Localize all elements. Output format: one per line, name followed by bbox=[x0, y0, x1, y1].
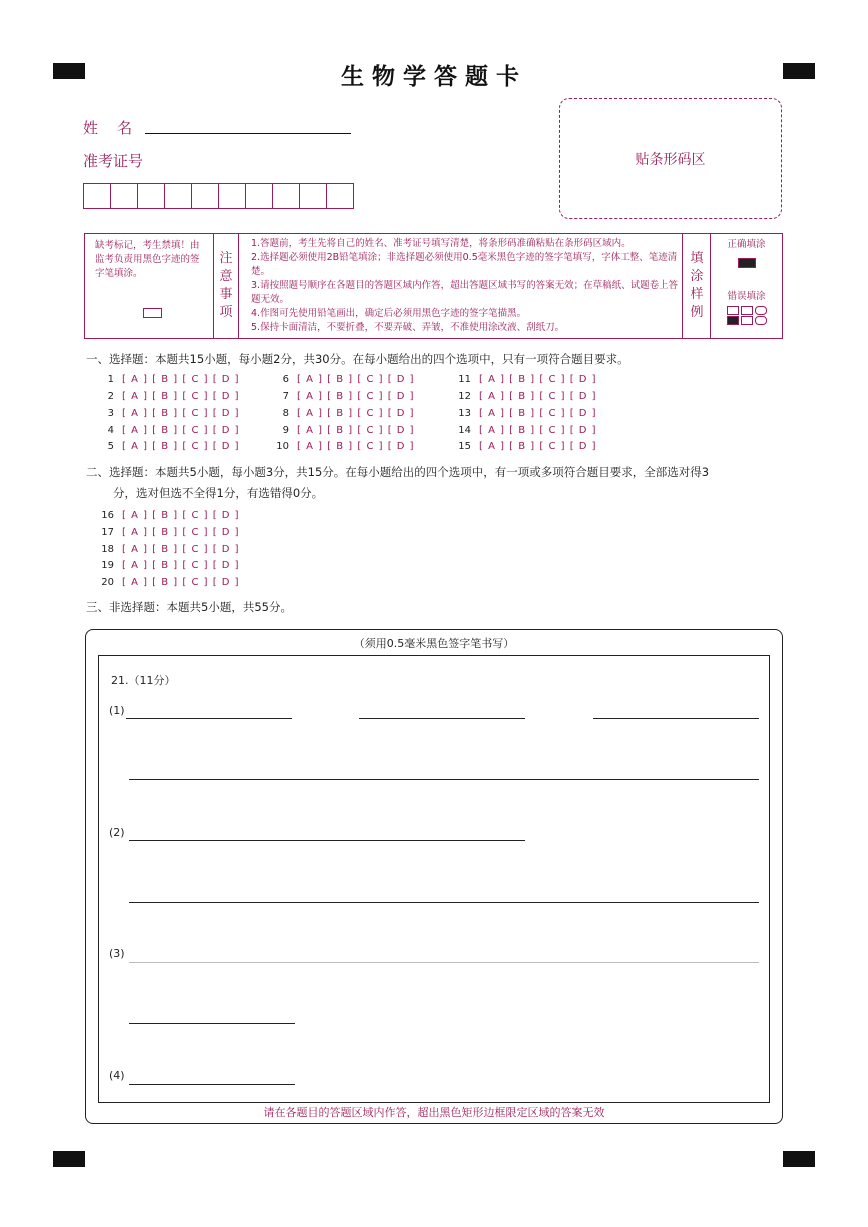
choice-options[interactable]: [ A ] [ B ] [ C ] [ D ] bbox=[479, 441, 597, 452]
exam-id-digit[interactable] bbox=[300, 184, 327, 208]
choice-question[interactable]: 4 [ A ] [ B ] [ C ] [ D ] bbox=[107, 425, 240, 436]
exam-id-digit[interactable] bbox=[273, 184, 300, 208]
choice-question[interactable]: 5 [ A ] [ B ] [ C ] [ D ] bbox=[107, 441, 240, 452]
choice-options[interactable]: [ A ] [ B ] [ C ] [ D ] bbox=[122, 441, 240, 452]
position-marker-bottom-left bbox=[53, 1151, 85, 1167]
choice-options[interactable]: [ A ] [ B ] [ C ] [ D ] bbox=[297, 441, 415, 452]
choice-question[interactable]: 1 [ A ] [ B ] [ C ] [ D ] bbox=[107, 374, 240, 385]
wrong-fill-label: 错误填涂 bbox=[727, 291, 766, 302]
choice-options[interactable]: [ A ] [ B ] [ C ] [ D ] bbox=[122, 374, 240, 385]
notice-heading-char: 意 bbox=[219, 269, 233, 284]
absent-mark-text: 缺考标记，考生禁填！由监考负责用黑色字迹的签字笔填涂。 bbox=[95, 240, 200, 279]
notice-item: 3.请按照题号顺序在各题目的答题区域内作答，超出答题区域书写的答案无效；在草稿纸、试题卷上答题无效。 bbox=[251, 280, 679, 305]
section2-heading-line2: 分，选对但选不全得1分，有选错得0分。 bbox=[113, 486, 324, 500]
answer-line[interactable] bbox=[593, 718, 759, 719]
answer-line[interactable] bbox=[359, 718, 525, 719]
choice-question[interactable]: 9 [ A ] [ B ] [ C ] [ D ] bbox=[282, 425, 415, 436]
wrong-sample-tick bbox=[727, 306, 739, 315]
choice-options[interactable]: [ A ] [ B ] [ C ] [ D ] bbox=[122, 510, 240, 521]
section2-heading-line1: 二、选择题：本题共5小题，每小题3分，共15分。在每小题给出的四个选项中，有一项或多项符合题目要求，全部选对得3 bbox=[86, 465, 710, 479]
choice-options[interactable]: [ A ] [ B ] [ C ] [ D ] bbox=[297, 391, 415, 402]
notice-item: 4.作图可先使用铅笔画出，确定后必须用黑色字迹的签字笔描黑。 bbox=[251, 308, 527, 319]
choice-question[interactable]: 20 [ A ] [ B ] [ C ] [ D ] bbox=[101, 577, 240, 588]
choice-question[interactable]: 16 [ A ] [ B ] [ C ] [ D ] bbox=[101, 510, 240, 521]
fill-heading-char: 填 bbox=[690, 251, 704, 266]
answer-line[interactable] bbox=[129, 840, 525, 841]
choice-options[interactable]: [ A ] [ B ] [ C ] [ D ] bbox=[122, 425, 240, 436]
choice-options[interactable]: [ A ] [ B ] [ C ] [ D ] bbox=[479, 425, 597, 436]
choice-options[interactable]: [ A ] [ B ] [ C ] [ D ] bbox=[297, 425, 415, 436]
answer-line[interactable] bbox=[126, 718, 292, 719]
barcode-area bbox=[559, 98, 782, 219]
barcode-label: 贴条形码区 bbox=[635, 151, 706, 168]
exam-id-digit[interactable] bbox=[138, 184, 165, 208]
choice-question[interactable]: 10 [ A ] [ B ] [ C ] [ D ] bbox=[276, 441, 415, 452]
exam-id-digit[interactable] bbox=[84, 184, 111, 208]
choice-options[interactable]: [ A ] [ B ] [ C ] [ D ] bbox=[122, 408, 240, 419]
notice-item: 5.保持卡面清洁，不要折叠，不要弄破、弄皱，不准使用涂改液、刮纸刀。 bbox=[251, 322, 565, 333]
wrong-sample-oval bbox=[755, 316, 767, 325]
wrong-fill-samples-2 bbox=[711, 315, 782, 325]
notice-item: 2.选择题必须使用2B铅笔填涂；非选择题必须使用0.5毫米黑色字迹的签字笔填写，字体工整、笔迹清楚。 bbox=[251, 252, 678, 277]
notice-heading bbox=[214, 234, 239, 338]
choice-options[interactable]: [ A ] [ B ] [ C ] [ D ] bbox=[479, 408, 597, 419]
sub-question-2-label: (2) bbox=[109, 826, 125, 839]
answer-area-outer bbox=[85, 629, 783, 1124]
answer-area-q21[interactable] bbox=[98, 655, 770, 1103]
choice-question[interactable]: 12 [ A ] [ B ] [ C ] [ D ] bbox=[458, 391, 597, 402]
choice-question[interactable]: 2 [ A ] [ B ] [ C ] [ D ] bbox=[107, 391, 240, 402]
choice-question[interactable]: 7 [ A ] [ B ] [ C ] [ D ] bbox=[282, 391, 415, 402]
choice-options[interactable]: [ A ] [ B ] [ C ] [ D ] bbox=[122, 577, 240, 588]
sub-question-4-label: (4) bbox=[109, 1069, 125, 1082]
choice-options[interactable]: [ A ] [ B ] [ C ] [ D ] bbox=[297, 408, 415, 419]
notice-heading-char: 事 bbox=[219, 287, 233, 302]
name-label: 姓 名 bbox=[83, 119, 133, 137]
wrong-sample-filled-circle bbox=[727, 316, 739, 325]
sub-question-3-label: (3) bbox=[109, 947, 125, 960]
absent-mark-box[interactable] bbox=[143, 308, 162, 318]
choice-question[interactable]: 13 [ A ] [ B ] [ C ] [ D ] bbox=[458, 408, 597, 419]
footer-note: 请在各题目的答题区域内作答，超出黑色矩形边框限定区域的答案无效 bbox=[263, 1106, 605, 1119]
absent-mark-cell bbox=[85, 234, 214, 338]
answer-line[interactable] bbox=[129, 1023, 295, 1024]
sub-question-1-label: (1) bbox=[109, 704, 125, 717]
choice-question[interactable]: 17 [ A ] [ B ] [ C ] [ D ] bbox=[101, 527, 240, 538]
fill-heading-char: 例 bbox=[690, 305, 704, 320]
fill-example-heading bbox=[684, 234, 711, 338]
choice-options[interactable]: [ A ] [ B ] [ C ] [ D ] bbox=[479, 374, 597, 385]
fill-heading-char: 涂 bbox=[690, 269, 704, 284]
correct-fill-sample bbox=[738, 258, 756, 268]
notice-heading-char: 项 bbox=[219, 305, 233, 320]
wrong-sample-cross bbox=[741, 306, 753, 315]
exam-id-digit[interactable] bbox=[327, 184, 353, 208]
choice-options[interactable]: [ A ] [ B ] [ C ] [ D ] bbox=[122, 391, 240, 402]
exam-id-digit[interactable] bbox=[192, 184, 219, 208]
answer-line[interactable] bbox=[129, 1084, 295, 1085]
exam-id-label: 准考证号 bbox=[83, 152, 144, 170]
exam-id-digit[interactable] bbox=[219, 184, 246, 208]
page-title: 生物学答题卡 bbox=[341, 64, 527, 90]
correct-fill-label: 正确填涂 bbox=[727, 239, 766, 250]
choice-question[interactable]: 19 [ A ] [ B ] [ C ] [ D ] bbox=[101, 560, 240, 571]
choice-question[interactable]: 11 [ A ] [ B ] [ C ] [ D ] bbox=[458, 374, 597, 385]
choice-question[interactable]: 8 [ A ] [ B ] [ C ] [ D ] bbox=[282, 408, 415, 419]
answer-line[interactable] bbox=[129, 779, 759, 780]
wrong-sample-half bbox=[741, 316, 753, 325]
choice-question[interactable]: 15 [ A ] [ B ] [ C ] [ D ] bbox=[458, 441, 597, 452]
exam-id-digit[interactable] bbox=[165, 184, 192, 208]
pen-note: （须用0.5毫米黑色签字笔书写） bbox=[353, 637, 515, 650]
section3-heading: 三、非选择题：本题共5小题，共55分。 bbox=[86, 600, 292, 614]
fill-example-panel bbox=[711, 234, 782, 338]
name-field[interactable] bbox=[145, 118, 351, 134]
exam-id-digit[interactable] bbox=[111, 184, 138, 208]
notice-item: 1.答题前，考生先将自己的姓名、准考证号填写清楚，将条形码准确粘贴在条形码区域内。 bbox=[251, 238, 631, 249]
answer-line[interactable] bbox=[129, 962, 759, 963]
section1-heading: 一、选择题：本题共15小题，每小题2分，共30分。在每小题给出的四个选项中，只有一项符合题目要求。 bbox=[86, 352, 629, 366]
exam-id-boxes[interactable] bbox=[83, 183, 354, 209]
choice-question[interactable]: 14 [ A ] [ B ] [ C ] [ D ] bbox=[458, 425, 597, 436]
fill-heading-char: 样 bbox=[690, 287, 704, 302]
notice-items bbox=[239, 234, 683, 338]
wrong-fill-samples bbox=[711, 305, 782, 315]
choice-options[interactable]: [ A ] [ B ] [ C ] [ D ] bbox=[122, 544, 240, 555]
notice-heading-char: 注 bbox=[219, 251, 233, 266]
choice-question[interactable]: 3 [ A ] [ B ] [ C ] [ D ] bbox=[107, 408, 240, 419]
choice-question[interactable]: 18 [ A ] [ B ] [ C ] [ D ] bbox=[101, 544, 240, 555]
choice-options[interactable]: [ A ] [ B ] [ C ] [ D ] bbox=[122, 560, 240, 571]
choice-options[interactable]: [ A ] [ B ] [ C ] [ D ] bbox=[479, 391, 597, 402]
position-marker-bottom-right bbox=[783, 1151, 815, 1167]
notice-box bbox=[84, 233, 783, 339]
exam-id-digit[interactable] bbox=[246, 184, 273, 208]
choice-options[interactable]: [ A ] [ B ] [ C ] [ D ] bbox=[297, 374, 415, 385]
choice-options[interactable]: [ A ] [ B ] [ C ] [ D ] bbox=[122, 527, 240, 538]
q21-label: 21.（11分） bbox=[111, 674, 176, 687]
choice-question[interactable]: 6 [ A ] [ B ] [ C ] [ D ] bbox=[282, 374, 415, 385]
answer-line[interactable] bbox=[129, 902, 759, 903]
wrong-sample-dot bbox=[755, 306, 767, 315]
